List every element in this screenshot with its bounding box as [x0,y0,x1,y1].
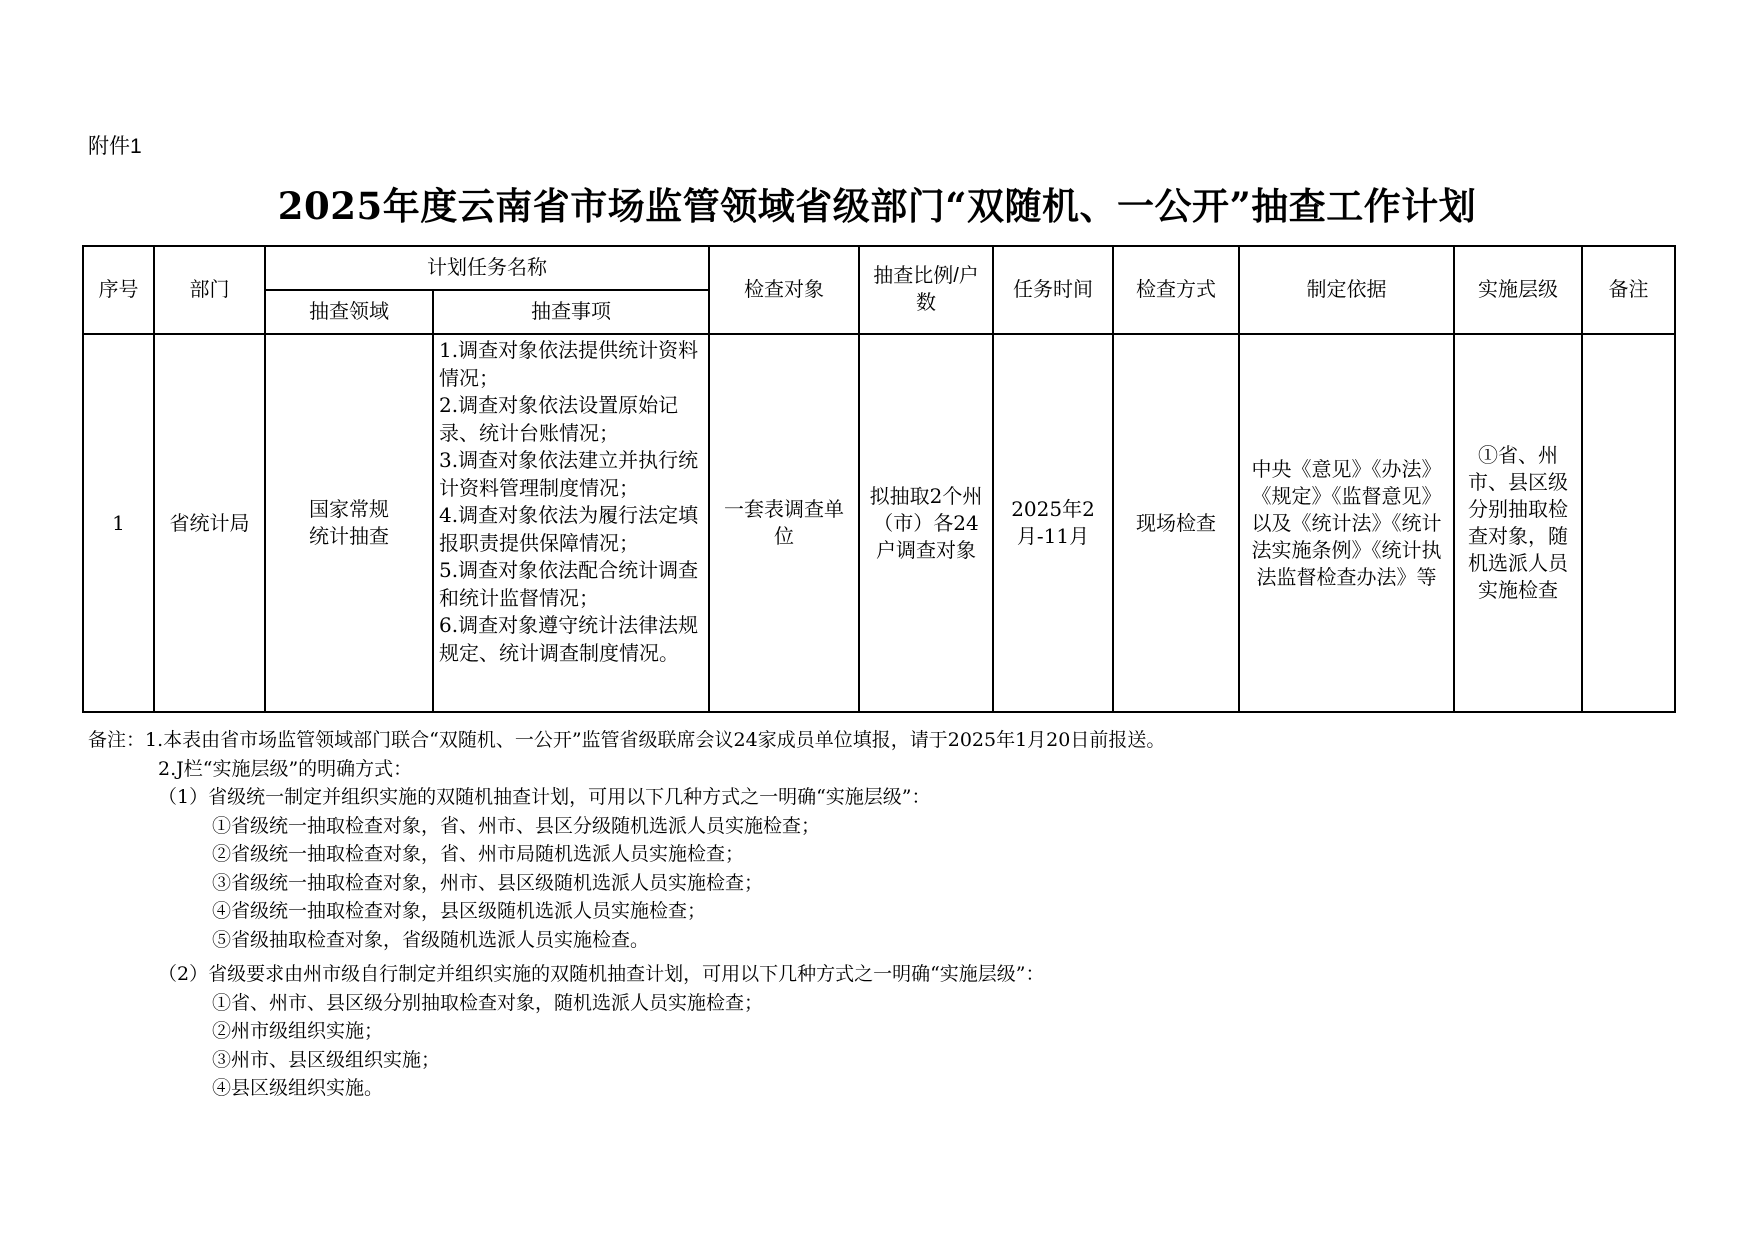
cell-field-text: 国家常规统计抽查 [309,497,389,548]
header-task-name: 计划任务名称 [265,246,709,290]
list-item: ②州市级组织实施； [212,1020,384,1042]
cell-remark [1582,334,1675,712]
list-item: ②省级统一抽取检查对象，省、州市局随机选派人员实施检查； [212,843,745,865]
cell-ratio-text: 拟抽取2个州（市）各24户调查对象 [869,483,983,562]
attachment-label: 附件1 [88,135,142,158]
header-method: 检查方式 [1113,246,1239,334]
header-ratio [859,246,993,334]
cell-target [709,334,859,712]
header-seq: 序号 [83,246,154,334]
cell-level-text: ①省、州市、县区级分别抽取检查对象，随机选派人员实施检查 [1468,443,1568,602]
list-item: ③省级统一抽取检查对象，州市、县区级随机选派人员实施检查； [212,871,764,894]
list-item: ⑤省级抽取检查对象，省级随机选派人员实施检查。 [212,928,650,951]
list-item: 5.调查对象依法配合统计调查和统计监督情况； [439,558,699,610]
cell-dept: 省统计局 [154,334,265,712]
page-title: 2025年度云南省市场监管领域省级部门“双随机、一公开”抽查工作计划 [277,184,1477,228]
header-remark: 备注 [1582,246,1675,334]
list-item: 3.调查对象依法建立并执行统计资料管理制度情况； [439,448,699,500]
cell-level [1454,334,1582,712]
cell-method: 现场检查 [1113,334,1239,712]
note-line-1: 备注：1.本表由省市场监管领域部门联合“双随机、一公开”监管省级联席会议24家成员单位填报，请于2025年1月20日前报送。 [88,729,1166,751]
plan-table [82,245,1676,713]
list-item: ③州市、县区级组织实施； [212,1048,441,1071]
table-row [83,334,1675,712]
list-item: 6.调查对象遵守统计法律法规规定、统计调查制度情况。 [439,613,699,665]
list-item: 2.调查对象依法设置原始记录、统计台账情况； [439,393,679,445]
list-item: ①省、州市、县区级分别抽取检查对象，随机选派人员实施检查； [212,991,764,1014]
header-level: 实施层级 [1454,246,1582,334]
note-group2-title: （2）省级要求由州市级自行制定并组织实施的双随机抽查计划，可用以下几种方式之一明确“实施层级”： [158,963,1045,985]
header-field: 抽查领域 [265,290,433,334]
list-item: 1.调查对象依法提供统计资料情况； [439,338,699,390]
cell-basis-text: 中央《意见》《办法》《规定》《监督意见》以及《统计法》《统计法实施条例》《统计执法监督检查办法》等 [1251,456,1442,589]
header-ratio-text: 抽查比例/户数 [873,265,979,314]
cell-time-text: 2025年2月-11月 [1011,497,1095,548]
list-item: 4.调查对象依法为履行法定填报职责提供保障情况； [439,503,699,555]
notes-section [88,726,1165,1103]
cell-target-text: 一套表调查单位 [724,497,844,548]
cell-time [993,334,1113,712]
header-basis: 制定依据 [1239,246,1454,334]
header-dept: 部门 [154,246,265,334]
cell-seq: 1 [83,334,154,712]
cell-field [265,334,433,712]
list-item: ①省级统一抽取检查对象，省、州市、县区分级随机选派人员实施检查； [212,814,821,837]
cell-ratio [859,334,993,712]
note-line-2: 2.J栏“实施层级”的明确方式： [158,757,413,780]
header-items: 抽查事项 [433,290,709,334]
header-time: 任务时间 [993,246,1113,334]
list-item: ④省级统一抽取检查对象，县区级随机选派人员实施检查； [212,900,707,922]
note-group1-title: （1）省级统一制定并组织实施的双随机抽查计划，可用以下几种方式之一明确“实施层级”： [158,786,931,808]
header-target: 检查对象 [709,246,859,334]
cell-basis [1239,334,1454,712]
cell-items [433,334,709,712]
list-item: ④县区级组织实施。 [212,1077,384,1099]
